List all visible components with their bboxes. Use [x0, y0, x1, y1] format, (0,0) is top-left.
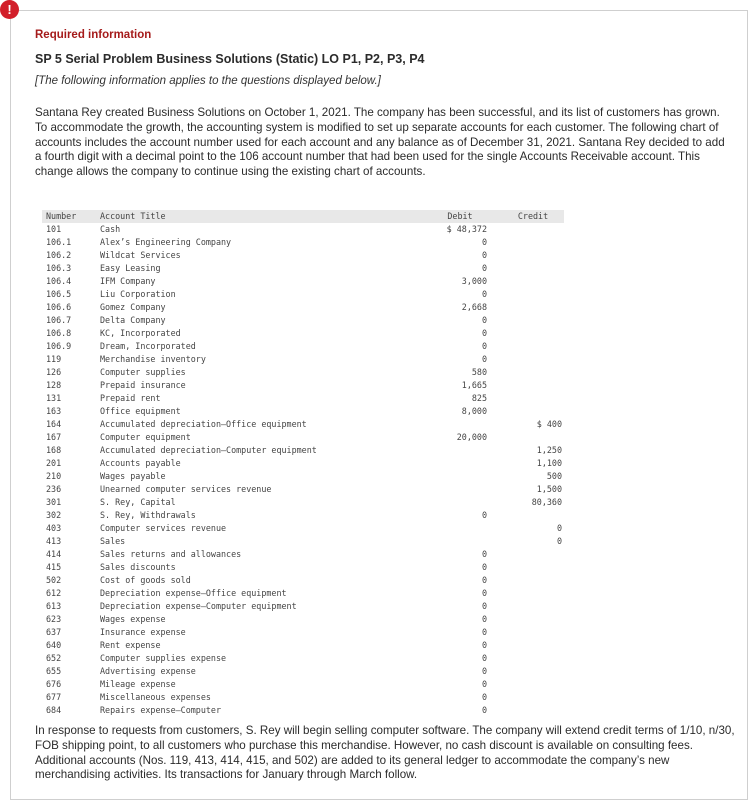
account-number: 677 — [46, 692, 62, 702]
account-number: 301 — [46, 497, 62, 507]
table-row — [42, 366, 564, 379]
account-number: 684 — [46, 705, 62, 715]
account-title: Computer supplies expense — [100, 653, 227, 663]
header-debit: Debit — [447, 211, 473, 221]
table-row — [42, 340, 564, 353]
account-title: Advertising expense — [100, 666, 196, 676]
table-row — [42, 288, 564, 301]
table-row — [42, 470, 564, 483]
intro-paragraph: Santana Rey created Business Solutions on October 1, 2021. The company has been successful, and its list of customers has grown. To accommodate the growth, the accounting system is modified to set up separate accounts for each customer. The following chart of accounts includes the account number used for each account and any balance as of December 31, 2021. Santana Rey decided to add a fourth digit with a decimal point to the 106 account number that had been used for the single Accounts Receivable account. This change allows the company to continue using the existing chart of accounts. — [35, 106, 725, 179]
account-title: Computer supplies — [100, 367, 186, 377]
debit-amount: 20,000 — [456, 432, 487, 442]
account-title: Dream, Incorporated — [100, 341, 196, 351]
account-title: Computer services revenue — [100, 523, 227, 533]
account-number: 201 — [46, 458, 62, 468]
account-number: 119 — [46, 354, 62, 364]
table-row — [42, 457, 564, 470]
account-number: 236 — [46, 484, 62, 494]
debit-amount: 1,665 — [461, 380, 487, 390]
account-title: S. Rey, Withdrawals — [100, 510, 196, 520]
account-title: Unearned computer services revenue — [100, 484, 272, 494]
account-number: 167 — [46, 432, 62, 442]
closing-paragraph: In response to requests from customers, S. Rey will begin selling computer software. The company will extend credit terms of 1/10, n/30, FOB shipping point, to all customers who purchase this merchandise. However, no cash discount is available on consulting fees. Additional accounts (Nos. 119, 413, 414, 415, and 502) are added to its general ledger to accommodate the company’s new merchandising activities. Its transactions for January through March follow. — [35, 724, 735, 782]
table-row — [42, 639, 564, 652]
credit-amount: 0 — [556, 536, 562, 546]
table-row — [42, 418, 564, 431]
credit-amount: 0 — [556, 523, 562, 533]
table-row — [42, 301, 564, 314]
table-row — [42, 626, 564, 639]
account-title: Accumulated depreciation—Office equipment — [100, 419, 307, 429]
account-number: 413 — [46, 536, 62, 546]
account-title: Computer equipment — [100, 432, 191, 442]
account-number: 637 — [46, 627, 62, 637]
account-number: 106.8 — [46, 328, 72, 338]
account-number: 502 — [46, 575, 62, 585]
table-row — [42, 561, 564, 574]
table-row — [42, 405, 564, 418]
account-title: Mileage expense — [100, 679, 176, 689]
debit-amount: 0 — [481, 666, 487, 676]
debit-amount: 0 — [481, 575, 487, 585]
table-row — [42, 483, 564, 496]
account-number: 613 — [46, 601, 62, 611]
account-number: 163 — [46, 406, 62, 416]
account-number: 106.7 — [46, 315, 72, 325]
credit-amount: 500 — [546, 471, 562, 481]
debit-amount: 0 — [481, 653, 487, 663]
table-row — [42, 613, 564, 626]
header-account-title: Account Title — [100, 211, 166, 221]
debit-amount: 0 — [481, 692, 487, 702]
account-title: S. Rey, Capital — [100, 497, 176, 507]
table-row — [42, 600, 564, 613]
table-row — [42, 262, 564, 275]
table-row — [42, 236, 564, 249]
account-number: 403 — [46, 523, 62, 533]
header-number: Number — [46, 211, 77, 221]
account-number: 101 — [46, 224, 62, 234]
account-number: 106.6 — [46, 302, 72, 312]
account-title: Accumulated depreciation—Computer equipment — [100, 445, 317, 455]
debit-amount: 0 — [481, 640, 487, 650]
account-title: Office equipment — [100, 406, 181, 416]
debit-amount: 3,000 — [461, 276, 487, 286]
table-row — [42, 249, 564, 262]
debit-amount: 0 — [481, 289, 487, 299]
table-row — [42, 652, 564, 665]
table-row — [42, 665, 564, 678]
table-row — [42, 379, 564, 392]
account-title: Liu Corporation — [100, 289, 176, 299]
account-title: Merchandise inventory — [100, 354, 206, 364]
debit-amount: 0 — [481, 263, 487, 273]
table-row — [42, 587, 564, 600]
account-title: Repairs expense—Computer — [100, 705, 222, 715]
account-number: 210 — [46, 471, 62, 481]
account-title: Alex’s Engineering Company — [100, 237, 232, 247]
alert-icon[interactable]: ! — [0, 0, 19, 19]
account-number: 676 — [46, 679, 62, 689]
account-number: 640 — [46, 640, 62, 650]
debit-amount: 0 — [481, 510, 487, 520]
table-row — [42, 353, 564, 366]
account-number: 106.4 — [46, 276, 72, 286]
account-title: IFM Company — [100, 276, 156, 286]
chart-of-accounts-table — [42, 210, 564, 717]
table-row — [42, 678, 564, 691]
table-header-row — [42, 210, 564, 223]
account-number: 612 — [46, 588, 62, 598]
account-number: 131 — [46, 393, 62, 403]
debit-amount: 0 — [481, 354, 487, 364]
account-number: 106.9 — [46, 341, 72, 351]
account-title: Miscellaneous expenses — [100, 692, 211, 702]
account-number: 168 — [46, 445, 62, 455]
credit-amount: 80,360 — [531, 497, 562, 507]
debit-amount: 0 — [481, 588, 487, 598]
account-title: Delta Company — [100, 315, 166, 325]
debit-amount: 0 — [481, 341, 487, 351]
account-title: Sales discounts — [100, 562, 176, 572]
account-title: Wages expense — [100, 614, 166, 624]
debit-amount: 2,668 — [461, 302, 487, 312]
table-row — [42, 509, 564, 522]
credit-amount: 1,500 — [536, 484, 562, 494]
account-title: Sales — [100, 536, 126, 546]
debit-amount: 825 — [471, 393, 487, 403]
debit-amount: 0 — [481, 250, 487, 260]
table-row — [42, 314, 564, 327]
account-title: Prepaid insurance — [100, 380, 186, 390]
debit-amount: 0 — [481, 562, 487, 572]
account-title: Rent expense — [100, 640, 161, 650]
account-title: KC, Incorporated — [100, 328, 181, 338]
debit-amount: 0 — [481, 627, 487, 637]
account-number: 128 — [46, 380, 62, 390]
account-title: Depreciation expense—Computer equipment — [100, 601, 297, 611]
account-title: Easy Leasing — [100, 263, 161, 273]
debit-amount: 580 — [471, 367, 487, 377]
account-title: Wages payable — [100, 471, 166, 481]
header-credit: Credit — [517, 211, 549, 221]
credit-amount: 1,100 — [536, 458, 562, 468]
table-row — [42, 522, 564, 535]
debit-amount: 0 — [481, 549, 487, 559]
debit-amount: 0 — [481, 601, 487, 611]
account-number: 415 — [46, 562, 62, 572]
problem-title: SP 5 Serial Problem Business Solutions (Static) LO P1, P2, P3, P4 — [35, 52, 425, 66]
account-number: 414 — [46, 549, 62, 559]
table-row — [42, 574, 564, 587]
account-title: Insurance expense — [100, 627, 186, 637]
table-row — [42, 548, 564, 561]
account-title: Depreciation expense—Office equipment — [100, 588, 287, 598]
account-number: 106.1 — [46, 237, 72, 247]
account-number: 623 — [46, 614, 62, 624]
table-row — [42, 704, 564, 717]
account-title: Sales returns and allowances — [100, 549, 242, 559]
debit-amount: 0 — [481, 614, 487, 624]
account-title: Cost of goods sold — [100, 575, 191, 585]
table-row — [42, 444, 564, 457]
account-number: 652 — [46, 653, 62, 663]
credit-amount: $ 400 — [536, 419, 562, 429]
debit-amount: 0 — [481, 705, 487, 715]
account-title: Gomez Company — [100, 302, 166, 312]
debit-amount: 0 — [481, 237, 487, 247]
account-number: 106.2 — [46, 250, 72, 260]
debit-amount: $ 48,372 — [446, 224, 487, 234]
table-row — [42, 496, 564, 509]
account-title: Prepaid rent — [100, 393, 161, 403]
credit-amount: 1,250 — [536, 445, 562, 455]
account-number: 106.3 — [46, 263, 72, 273]
table-row — [42, 392, 564, 405]
table-row — [42, 223, 564, 236]
account-number: 302 — [46, 510, 62, 520]
account-number: 106.5 — [46, 289, 72, 299]
table-row — [42, 691, 564, 704]
account-number: 126 — [46, 367, 62, 377]
debit-amount: 0 — [481, 315, 487, 325]
account-number: 164 — [46, 419, 62, 429]
instruction-note: [The following information applies to the questions displayed below.] — [35, 75, 381, 87]
table-row — [42, 535, 564, 548]
required-information-label: Required information — [35, 29, 152, 41]
account-title: Cash — [100, 224, 121, 234]
account-number: 655 — [46, 666, 62, 676]
debit-amount: 8,000 — [461, 406, 487, 416]
debit-amount: 0 — [481, 679, 487, 689]
table-row — [42, 275, 564, 288]
debit-amount: 0 — [481, 328, 487, 338]
account-title: Wildcat Services — [100, 250, 181, 260]
table-row — [42, 327, 564, 340]
account-title: Accounts payable — [100, 458, 181, 468]
table-row — [42, 431, 564, 444]
